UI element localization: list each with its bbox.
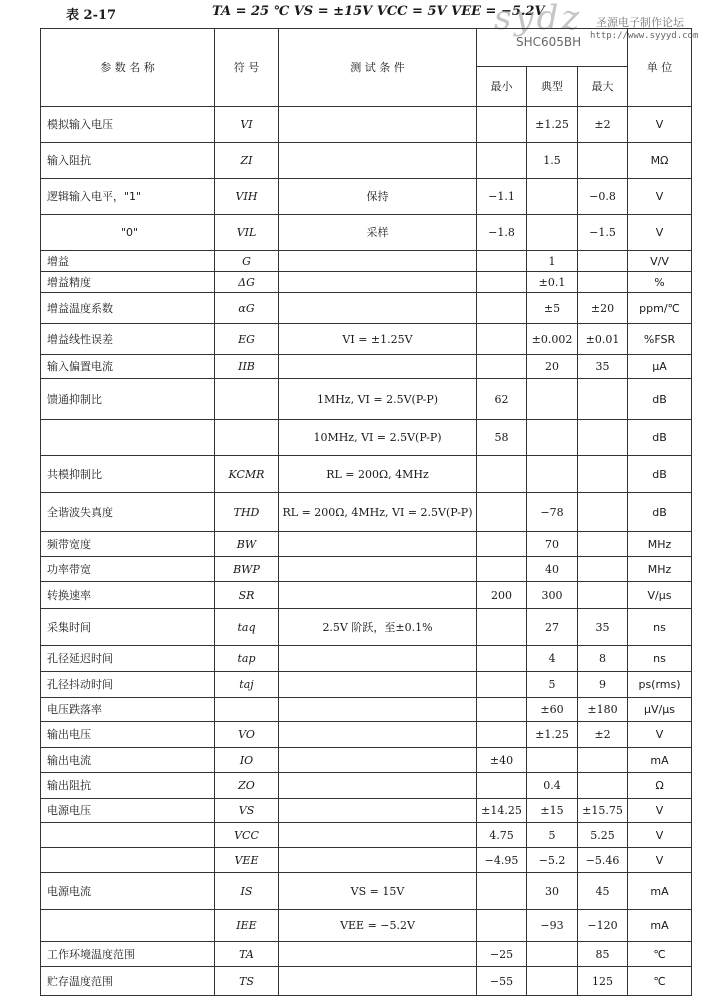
cell-min	[477, 646, 527, 672]
cell-typ: 4	[527, 646, 578, 672]
cell-max	[578, 582, 628, 609]
cell-min: 58	[477, 420, 527, 456]
header-typ: 典型	[527, 67, 578, 107]
cell-cond	[279, 773, 477, 799]
cell-unit: μA	[628, 355, 692, 379]
cell-min	[477, 910, 527, 942]
cell-max: ±2	[578, 107, 628, 143]
watermark-code: SHC605BH	[516, 35, 582, 49]
cell-typ	[527, 456, 578, 493]
table-row	[41, 324, 692, 355]
cell-param: 功率带宽	[41, 557, 215, 582]
table-row	[41, 379, 692, 420]
cell-cond	[279, 532, 477, 557]
cell-unit: MΩ	[628, 143, 692, 179]
cell-symbol	[215, 420, 279, 456]
cell-min	[477, 251, 527, 272]
cell-param: 频带宽度	[41, 532, 215, 557]
cell-max: 35	[578, 355, 628, 379]
cell-symbol: TA	[215, 942, 279, 967]
table-row	[41, 456, 692, 493]
cell-param: 转换速率	[41, 582, 215, 609]
cell-unit: ppm/℃	[628, 293, 692, 324]
cell-typ: 5	[527, 823, 578, 848]
cell-max: 125	[578, 967, 628, 996]
cell-typ: 1.5	[527, 143, 578, 179]
cell-unit: ps(rms)	[628, 672, 692, 698]
cell-typ: ±1.25	[527, 722, 578, 748]
cell-max: 35	[578, 609, 628, 646]
cell-symbol	[215, 698, 279, 722]
cell-symbol: IIB	[215, 355, 279, 379]
cell-unit: V/μs	[628, 582, 692, 609]
table-row	[41, 215, 692, 251]
cell-max: −120	[578, 910, 628, 942]
cell-symbol: TS	[215, 967, 279, 996]
cell-unit: dB	[628, 456, 692, 493]
cell-unit: ℃	[628, 942, 692, 967]
cell-min	[477, 355, 527, 379]
cell-unit: mA	[628, 910, 692, 942]
cell-param: 孔径延迟时间	[41, 646, 215, 672]
table-row	[41, 698, 692, 722]
cell-unit: ns	[628, 609, 692, 646]
table-row	[41, 799, 692, 823]
cell-cond: 10MHz, VI = 2.5V(P-P)	[279, 420, 477, 456]
cell-symbol: taq	[215, 609, 279, 646]
cell-unit: mA	[628, 873, 692, 910]
cell-cond: 保持	[279, 179, 477, 215]
cell-cond	[279, 107, 477, 143]
watermark-site-name: 圣源电子制作论坛	[596, 16, 684, 29]
cell-typ: 300	[527, 582, 578, 609]
cell-min: 4.75	[477, 823, 527, 848]
cell-min	[477, 532, 527, 557]
cell-typ: 1	[527, 251, 578, 272]
table-row	[41, 873, 692, 910]
cell-param: 电压跌落率	[41, 698, 215, 722]
cell-symbol: VEE	[215, 848, 279, 873]
cell-unit: V	[628, 848, 692, 873]
cell-symbol	[215, 379, 279, 420]
cell-max	[578, 748, 628, 773]
cell-unit: μV/μs	[628, 698, 692, 722]
cell-cond	[279, 272, 477, 293]
cell-param: 工作环境温度范围	[41, 942, 215, 967]
cell-max	[578, 456, 628, 493]
cell-unit: V/V	[628, 251, 692, 272]
cell-symbol: THD	[215, 493, 279, 532]
cell-param: 增益	[41, 251, 215, 272]
table-row	[41, 942, 692, 967]
cell-param: 增益线性误差	[41, 324, 215, 355]
cell-symbol: tap	[215, 646, 279, 672]
cell-unit: MHz	[628, 532, 692, 557]
spec-table-body	[41, 107, 692, 996]
cell-symbol: SR	[215, 582, 279, 609]
cell-symbol: ZO	[215, 773, 279, 799]
cell-symbol: VIL	[215, 215, 279, 251]
cell-cond	[279, 143, 477, 179]
cell-min: −25	[477, 942, 527, 967]
cell-typ: ±0.1	[527, 272, 578, 293]
cell-min	[477, 293, 527, 324]
table-row	[41, 672, 692, 698]
cell-min	[477, 698, 527, 722]
cell-typ	[527, 379, 578, 420]
cell-typ: 0.4	[527, 773, 578, 799]
cell-max: 5.25	[578, 823, 628, 848]
cell-typ: 40	[527, 557, 578, 582]
spec-table	[40, 28, 692, 996]
table-row	[41, 609, 692, 646]
cell-min: 200	[477, 582, 527, 609]
cell-symbol: ZI	[215, 143, 279, 179]
cell-typ: 30	[527, 873, 578, 910]
cell-param: 输出电压	[41, 722, 215, 748]
cell-symbol: BW	[215, 532, 279, 557]
cell-cond: VEE = −5.2V	[279, 910, 477, 942]
cell-typ: 70	[527, 532, 578, 557]
table-row	[41, 748, 692, 773]
table-row	[41, 532, 692, 557]
cell-max	[578, 272, 628, 293]
table-row	[41, 355, 692, 379]
cell-cond	[279, 942, 477, 967]
cell-typ	[527, 748, 578, 773]
cell-unit: V	[628, 722, 692, 748]
cell-min	[477, 609, 527, 646]
cell-max: 8	[578, 646, 628, 672]
header-condition: 测 试 条 件	[279, 29, 477, 107]
table-row	[41, 722, 692, 748]
cell-unit: dB	[628, 493, 692, 532]
cell-typ	[527, 179, 578, 215]
cell-symbol: G	[215, 251, 279, 272]
cell-param: 输出阻抗	[41, 773, 215, 799]
cell-max: ±180	[578, 698, 628, 722]
cell-max: ±15.75	[578, 799, 628, 823]
cell-param: 馈通抑制比	[41, 379, 215, 420]
table-row	[41, 582, 692, 609]
cell-min	[477, 672, 527, 698]
cell-unit: %FSR	[628, 324, 692, 355]
cell-param: 逻辑输入电平，"1"	[41, 179, 215, 215]
cell-param: 电源电流	[41, 873, 215, 910]
table-row	[41, 251, 692, 272]
cell-param: 采集时间	[41, 609, 215, 646]
cell-min	[477, 722, 527, 748]
cell-cond	[279, 355, 477, 379]
cell-typ: −78	[527, 493, 578, 532]
cell-cond	[279, 823, 477, 848]
cell-max	[578, 493, 628, 532]
table-row	[41, 107, 692, 143]
cell-param: 增益温度系数	[41, 293, 215, 324]
cell-unit: dB	[628, 379, 692, 420]
cell-param	[41, 848, 215, 873]
cell-cond	[279, 722, 477, 748]
cell-unit: V	[628, 179, 692, 215]
cell-min: −55	[477, 967, 527, 996]
cell-unit: ns	[628, 646, 692, 672]
cell-unit: Ω	[628, 773, 692, 799]
cell-symbol: EG	[215, 324, 279, 355]
header-min: 最小	[477, 67, 527, 107]
table-row	[41, 773, 692, 799]
header-value-group	[477, 29, 628, 67]
watermark-logo: sydz	[494, 0, 583, 38]
cell-typ: −93	[527, 910, 578, 942]
cell-min: 62	[477, 379, 527, 420]
cell-max	[578, 379, 628, 420]
cell-max: ±20	[578, 293, 628, 324]
cell-cond	[279, 748, 477, 773]
cell-unit: V	[628, 799, 692, 823]
cell-param: 增益精度	[41, 272, 215, 293]
cell-symbol: KCMR	[215, 456, 279, 493]
cell-max	[578, 420, 628, 456]
table-row	[41, 420, 692, 456]
cell-typ	[527, 967, 578, 996]
cell-typ	[527, 942, 578, 967]
cell-min	[477, 773, 527, 799]
cell-cond	[279, 698, 477, 722]
cell-min: −1.1	[477, 179, 527, 215]
table-row	[41, 272, 692, 293]
cell-param: 全谐波失真度	[41, 493, 215, 532]
cell-max: ±2	[578, 722, 628, 748]
table-row	[41, 823, 692, 848]
cell-param: 模拟输入电压	[41, 107, 215, 143]
table-row	[41, 143, 692, 179]
cell-cond	[279, 251, 477, 272]
cell-cond: VI = ±1.25V	[279, 324, 477, 355]
cell-max: −1.5	[578, 215, 628, 251]
cell-max	[578, 143, 628, 179]
cell-max	[578, 773, 628, 799]
table-row	[41, 557, 692, 582]
cell-cond: 2.5V 阶跃，至±0.1%	[279, 609, 477, 646]
cell-min	[477, 873, 527, 910]
cell-typ: 5	[527, 672, 578, 698]
table-row	[41, 293, 692, 324]
table-row	[41, 493, 692, 532]
table-caption: 表 2-17	[66, 8, 117, 23]
header-param: 参 数 名 称	[41, 29, 215, 107]
cell-unit: ℃	[628, 967, 692, 996]
cell-cond	[279, 672, 477, 698]
cell-min: −1.8	[477, 215, 527, 251]
table-row	[41, 646, 692, 672]
cell-typ: −5.2	[527, 848, 578, 873]
cell-param: 输出电流	[41, 748, 215, 773]
cell-typ	[527, 215, 578, 251]
cell-cond	[279, 557, 477, 582]
cell-typ: ±60	[527, 698, 578, 722]
cell-unit: V	[628, 107, 692, 143]
cell-max: 45	[578, 873, 628, 910]
cell-symbol: IO	[215, 748, 279, 773]
cell-typ: 20	[527, 355, 578, 379]
cell-param: 输入偏置电流	[41, 355, 215, 379]
cell-max	[578, 251, 628, 272]
cell-symbol: VCC	[215, 823, 279, 848]
cell-symbol: VO	[215, 722, 279, 748]
cell-max	[578, 532, 628, 557]
cell-param: 孔径抖动时间	[41, 672, 215, 698]
cell-cond: VS = 15V	[279, 873, 477, 910]
cell-unit: dB	[628, 420, 692, 456]
cell-min	[477, 493, 527, 532]
table-row	[41, 967, 692, 996]
cell-min	[477, 456, 527, 493]
header-symbol: 符 号	[215, 29, 279, 107]
cell-param: "0"	[41, 215, 215, 251]
cell-cond	[279, 799, 477, 823]
cell-unit: mA	[628, 748, 692, 773]
cell-typ: ±0.002	[527, 324, 578, 355]
cell-min	[477, 143, 527, 179]
cell-min: ±40	[477, 748, 527, 773]
cell-typ: ±1.25	[527, 107, 578, 143]
cell-unit: V	[628, 215, 692, 251]
cell-max	[578, 557, 628, 582]
cell-typ: ±15	[527, 799, 578, 823]
watermark-url: http://www.syyyd.com	[590, 31, 699, 41]
table-row	[41, 848, 692, 873]
cell-cond: 1MHz, VI = 2.5V(P-P)	[279, 379, 477, 420]
cell-cond	[279, 967, 477, 996]
cell-unit: %	[628, 272, 692, 293]
cell-min	[477, 107, 527, 143]
cell-unit: MHz	[628, 557, 692, 582]
cell-param: 电源电压	[41, 799, 215, 823]
cell-max: −0.8	[578, 179, 628, 215]
cell-max: 85	[578, 942, 628, 967]
cell-param: 输入阻抗	[41, 143, 215, 179]
cell-symbol: BWP	[215, 557, 279, 582]
cell-param	[41, 420, 215, 456]
table-row	[41, 179, 692, 215]
cell-min: ±14.25	[477, 799, 527, 823]
cell-cond	[279, 582, 477, 609]
cell-symbol: VS	[215, 799, 279, 823]
cell-cond	[279, 646, 477, 672]
cell-param	[41, 823, 215, 848]
cell-cond: 采样	[279, 215, 477, 251]
cell-param: 共模抑制比	[41, 456, 215, 493]
cell-symbol: αG	[215, 293, 279, 324]
cell-symbol: ΔG	[215, 272, 279, 293]
header-max: 最大	[578, 67, 628, 107]
cell-symbol: VIH	[215, 179, 279, 215]
cell-typ	[527, 420, 578, 456]
cell-max: ±0.01	[578, 324, 628, 355]
cell-param: 贮存温度范围	[41, 967, 215, 996]
cell-symbol: IEE	[215, 910, 279, 942]
cell-cond	[279, 293, 477, 324]
cell-symbol: VI	[215, 107, 279, 143]
table-row	[41, 910, 692, 942]
header-unit: 单 位	[628, 29, 692, 107]
cell-min	[477, 272, 527, 293]
cell-min	[477, 557, 527, 582]
cell-symbol: IS	[215, 873, 279, 910]
cell-cond: RL = 200Ω, 4MHz, VI = 2.5V(P-P)	[279, 493, 477, 532]
cell-cond	[279, 848, 477, 873]
cell-cond: RL = 200Ω, 4MHz	[279, 456, 477, 493]
cell-typ: 27	[527, 609, 578, 646]
cell-min: −4.95	[477, 848, 527, 873]
cell-param	[41, 910, 215, 942]
cell-min	[477, 324, 527, 355]
cell-max: −5.46	[578, 848, 628, 873]
cell-unit: V	[628, 823, 692, 848]
cell-symbol: taj	[215, 672, 279, 698]
cell-typ: ±5	[527, 293, 578, 324]
cell-max: 9	[578, 672, 628, 698]
test-conditions-header: TA = 25 ℃ VS = ±15V VCC = 5V VEE = −5.2V	[212, 4, 545, 19]
